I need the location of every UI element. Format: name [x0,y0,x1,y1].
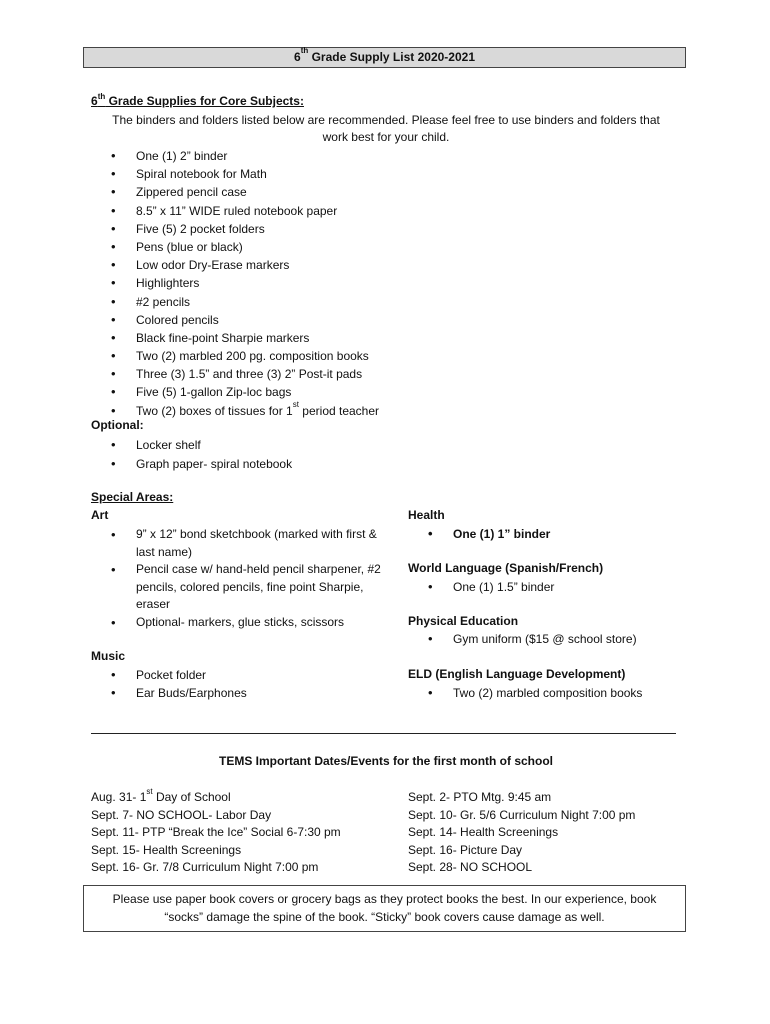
list-item: • One (1) 1” binder [408,525,708,543]
date-entry: Sept. 7- NO SCHOOL- Labor Day [91,807,272,822]
list-item: • Locker shelf [91,436,511,455]
date-entry-text-end: Day of School [152,790,231,804]
list-item: • Spiral notebook for Math [91,165,511,183]
list-item: • Black fine-point Sharpie markers [91,329,511,347]
list-item: • 8.5” x 11” WIDE ruled notebook paper [91,202,511,220]
list-item: • Three (3) 1.5” and three (3) 2” Post-it pads [91,365,511,383]
date-entry: Sept. 2- PTO Mtg. 9:45 am [408,790,552,804]
date-entry [91,789,341,807]
date-entry: Sept. 16- Picture Day [408,842,523,857]
list-item: • Highlighters [91,274,511,292]
special-areas-heading: Special Areas: [91,490,174,504]
eld-heading: ELD (English Language Development) [408,667,626,681]
list-item: • #2 pencils [91,293,511,311]
list-item: • Pencil case w/ hand-held pencil sharpener, #2 pencils, colored pencils, fine point Sharpie, eraser [91,561,391,614]
core-intro [86,112,686,146]
date-entry: Sept. 16- Gr. 7/8 Curriculum Night 7:00 pm [91,860,319,874]
intro-line-1: The binders and folders listed below are recommended. Please feel free to use binders and folders that [112,113,660,127]
optional-list [91,436,511,473]
date-entry-text: Aug. 31- 1 [91,790,147,804]
core-supply-list [91,147,511,420]
list-item: • Ear Buds/Earphones [91,684,391,702]
tissues-suffix: st [292,399,299,409]
list-item: • Colored pencils [91,311,511,329]
health-list [408,525,708,543]
dates-heading: TEMS Important Dates/Events for the first month of school [218,754,554,768]
list-item: • One (1) 2” binder [91,147,511,165]
list-item: • Pens (blue or black) [91,238,511,256]
list-item: • Gym uniform ($15 @ school store) [408,630,708,648]
page-title [83,47,686,68]
date-entry: Sept. 28- NO SCHOOL [408,860,533,874]
physical-education-heading: Physical Education [408,614,519,628]
world-language-heading: World Language (Spanish/French) [408,561,604,575]
note-line-1: Please use paper book covers or grocery bags as they protect books the best. In our experience, book [112,892,657,906]
book-cover-note [83,885,686,932]
core-heading-number: 6 [91,94,98,108]
date-entry: Sept. 11- PTP “Break the Ice” Social 6-7:30 pm [91,825,341,839]
title-text: Grade Supply List 2020-2021 [308,50,475,64]
dates-left-column [91,789,341,877]
list-item: • Zippered pencil case [91,183,511,201]
date-entry: Sept. 15- Health Screenings [91,842,242,857]
optional-heading: Optional: [91,418,144,432]
list-item: • Two (2) marbled composition books [408,684,708,702]
title-grade-number: 6 [294,50,301,64]
music-list [91,666,391,702]
list-item: • One (1) 1.5” binder [408,578,708,596]
list-item: • Graph paper- spiral notebook [91,455,511,474]
tissues-text-end: period teacher [298,403,380,418]
list-item: • Pocket folder [91,666,391,684]
list-item: • Five (5) 1-gallon Zip-loc bags [91,383,511,401]
eld-list [408,684,708,702]
list-item: • Five (5) 2 pocket folders [91,220,511,238]
list-item-tissues [91,399,511,420]
list-item: • Two (2) marbled 200 pg. composition books [91,347,511,365]
music-heading: Music [91,649,126,663]
date-entry: Sept. 10- Gr. 5/6 Curriculum Night 7:00 pm [408,807,636,822]
dates-right-column [408,789,635,877]
list-item: • 9” x 12” bond sketchbook (marked with first & last name) [91,526,391,561]
note-line-2: “socks” damage the spine of the book. “Sticky” book covers cause damage as well. [164,910,605,924]
date-entry: Sept. 14- Health Screenings [408,825,559,839]
health-heading: Health [408,508,445,522]
list-item: • Optional- markers, glue sticks, scissors [91,614,391,632]
date-entry-suffix: st [146,787,153,796]
tissues-text: Two (2) boxes of tissues for 1 [136,403,293,418]
core-heading-suffix: th [97,92,106,101]
art-heading: Art [91,508,109,522]
core-subjects-heading [91,94,304,108]
core-heading-text: Grade Supplies for Core Subjects: [105,94,304,108]
art-list [91,526,391,631]
intro-line-2: work best for your child. [322,130,450,144]
divider [91,733,676,734]
list-item: • Low odor Dry-Erase markers [91,256,511,274]
title-ordinal-suffix: th [300,46,309,55]
world-language-list [408,578,708,596]
physical-education-list [408,630,708,648]
